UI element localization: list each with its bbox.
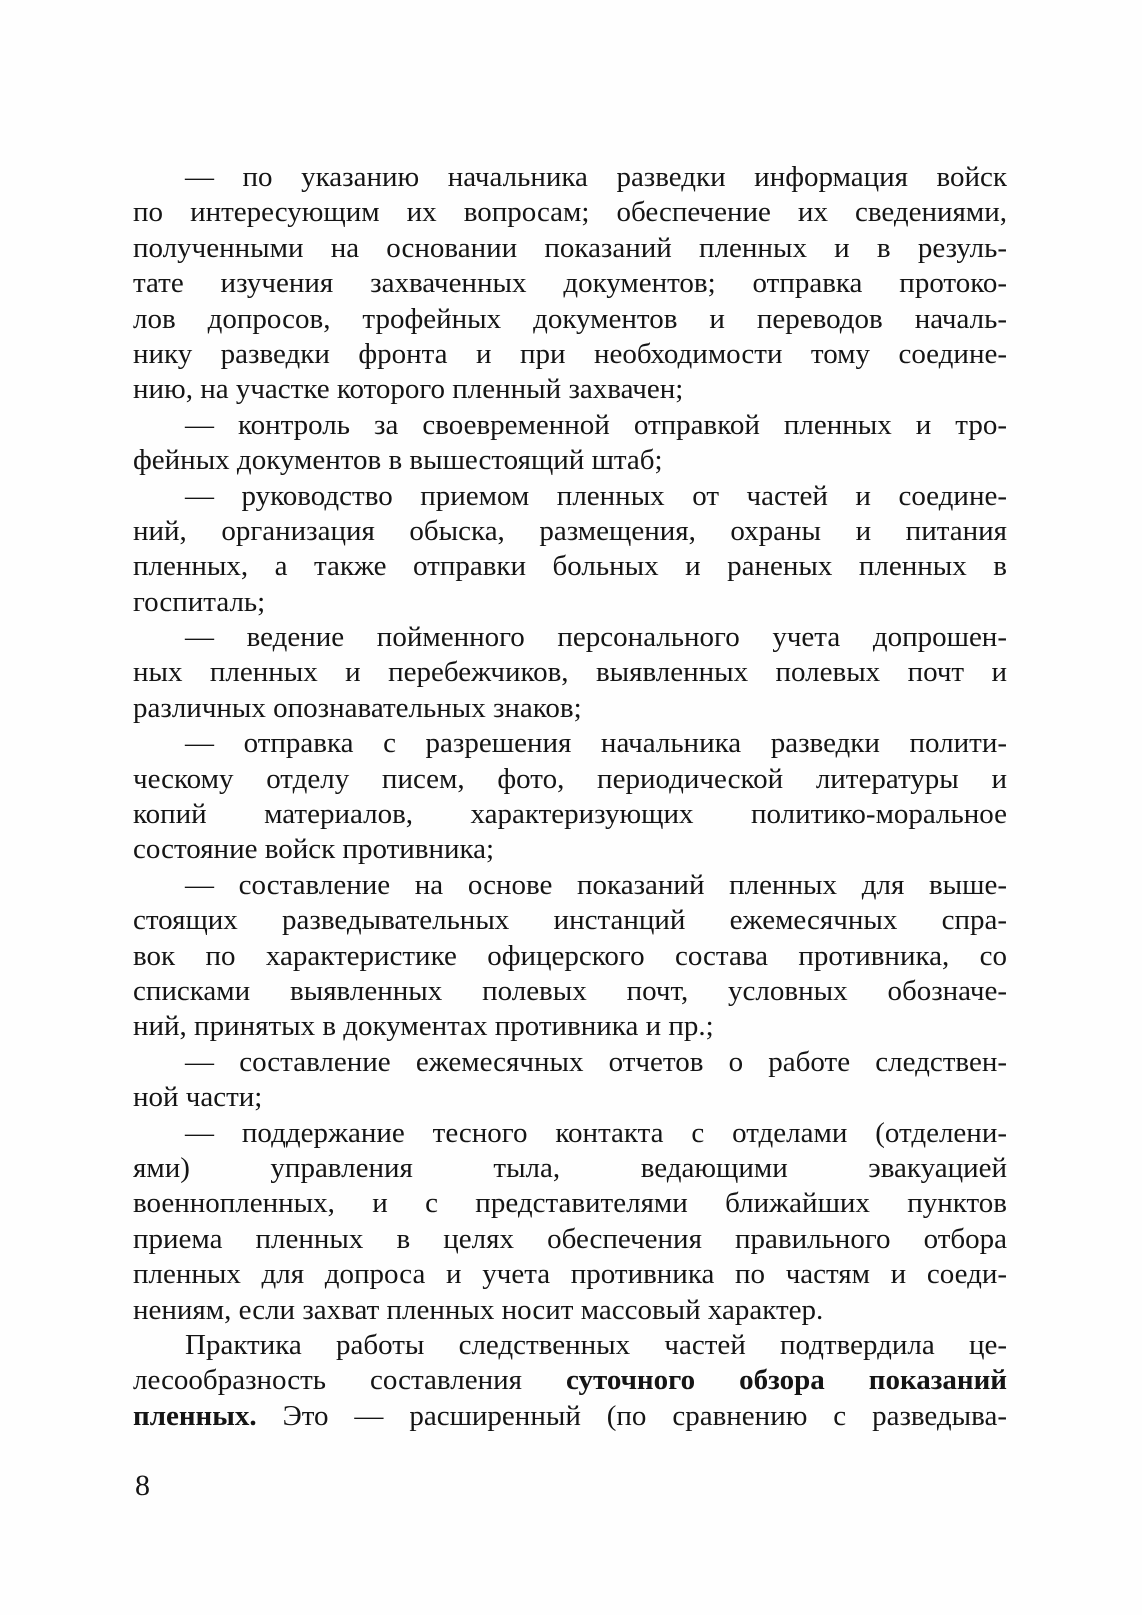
text-block [133,160,1007,1434]
text-line [133,903,1007,938]
text-segment: пленных, а также отправки больных и раненых пленных в [133,550,1007,583]
text-line [133,479,1007,514]
text-line [133,1257,1007,1292]
text-segment: нениям, если захват пленных носит массовый характер. [133,1293,824,1326]
text-segment: по интересующим их вопросам; обеспечение их сведениями, [133,196,1007,229]
text-line [133,443,1007,478]
text-line [133,372,1007,407]
text-segment: различных опознавательных знаков; [133,691,582,724]
text-line [133,1222,1007,1257]
text-segment: — по указанию начальника разведки информация войск [185,161,1007,193]
text-line [133,231,1007,266]
text-segment: — руководство приемом пленных от частей и соедине- [185,479,1007,512]
text-line [133,514,1007,549]
text-line [133,974,1007,1009]
text-line [133,1186,1007,1221]
text-segment: пленных для допроса и учета противника по частям и соеди- [133,1258,1007,1291]
text-line [133,1009,1007,1044]
text-line [133,549,1007,584]
text-line [133,585,1007,620]
text-segment: списками выявленных полевых почт, условных обозначе- [133,974,1007,1007]
text-segment: состояние войск противника; [133,833,495,866]
text-segment: лов допросов, трофейных документов и переводов началь- [133,302,1007,335]
text-line [133,762,1007,797]
text-segment: ний, принятых в документах противника и пр.; [133,1010,714,1043]
text-line [133,1399,1007,1434]
text-segment: — отправка с разрешения начальника разведки полити- [185,727,1007,760]
text-segment: — ведение пойменного персонального учета допрошен- [185,621,1007,654]
text-line [133,195,1007,230]
text-line [133,302,1007,337]
text-line [133,832,1007,867]
text-segment: ями) управления тыла, ведающими эвакуацией [133,1151,1007,1184]
text-segment: военнопленных, и с представителями ближайших пунктов [133,1187,1007,1220]
text-segment: ний, организация обыска, размещения, охраны и питания [133,514,1007,547]
text-segment: Практика работы следственных частей подтвердила це- [185,1328,1007,1361]
text-line [133,655,1007,690]
text-segment: нию, на участке которого пленный захвачен; [133,373,684,406]
text-line [133,1151,1007,1186]
text-line [133,1116,1007,1151]
text-segment: — поддержание тесного контакта с отделами (отделени- [185,1116,1007,1149]
text-segment: — составление ежемесячных отчетов о работе следствен- [185,1045,1007,1078]
text-segment: тате изучения захваченных документов; отправка протоко- [133,267,1007,300]
page-number: 8 [135,1469,150,1502]
bold-text-segment: пленных. [133,1399,257,1432]
text-segment: — составление на основе показаний пленных для выше- [185,868,1007,901]
text-segment: полученными на основании показаний пленных и в резуль- [133,231,1007,264]
text-line [133,160,1007,195]
text-line [133,691,1007,726]
text-segment: Это — расширенный (по сравнению с разведыва- [256,1399,1007,1432]
text-line [133,1293,1007,1328]
text-line [133,408,1007,443]
text-line [133,939,1007,974]
text-segment: приема пленных в целях обеспечения правильного отбора [133,1222,1007,1255]
text-segment: фейных документов в вышестоящий штаб; [133,444,663,477]
text-line [133,337,1007,372]
text-line [133,1363,1007,1398]
text-segment: ных пленных и перебежчиков, выявленных полевых почт и [133,656,1007,689]
text-segment: лесообразность составления [133,1364,566,1397]
text-segment: вок по характеристике офицерского состава противника, со [133,939,1007,972]
text-segment: стоящих разведывательных инстанций ежемесячных спра- [133,904,1007,937]
text-line [133,797,1007,832]
text-segment: ческому отделу писем, фото, периодической литературы и [133,762,1007,795]
text-segment: — контроль за своевременной отправкой пленных и тро- [185,408,1007,441]
text-line [133,726,1007,761]
text-line [133,1080,1007,1115]
text-segment: ной части; [133,1081,263,1114]
text-line [133,620,1007,655]
text-segment: госпиталь; [133,585,266,618]
text-line [133,266,1007,301]
text-segment: копий материалов, характеризующих политико-моральное [133,798,1007,831]
text-segment: нику разведки фронта и при необходимости тому соедине- [133,337,1007,370]
text-line [133,1328,1007,1363]
text-line [133,1045,1007,1080]
bold-text-segment: суточного обзора показаний [565,1364,1007,1397]
text-line [133,868,1007,903]
